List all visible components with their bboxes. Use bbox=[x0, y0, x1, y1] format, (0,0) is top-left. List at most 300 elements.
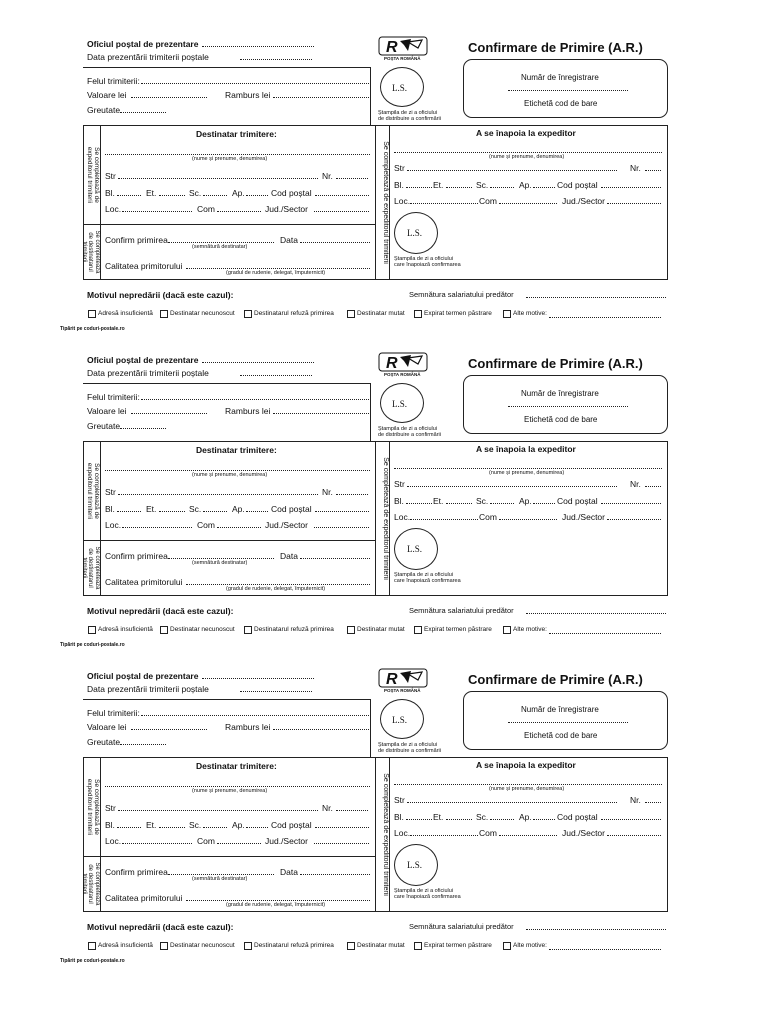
return-sc-label: Sc. bbox=[476, 180, 489, 190]
divider bbox=[83, 856, 375, 857]
nr-field[interactable] bbox=[336, 494, 368, 495]
return-str-label: Str bbox=[394, 795, 405, 805]
return-nr-field[interactable] bbox=[645, 170, 661, 171]
return-name-field[interactable] bbox=[394, 468, 662, 469]
return-et-field[interactable] bbox=[446, 503, 472, 504]
ap-label: Ap. bbox=[232, 504, 245, 514]
return-sc-field[interactable] bbox=[490, 187, 514, 188]
ramburs-label: Ramburs lei bbox=[225, 90, 271, 100]
return-cod-postal-label: Cod poștal bbox=[557, 496, 598, 506]
divider bbox=[83, 540, 375, 541]
felul-field[interactable] bbox=[141, 715, 369, 716]
stamp-caption: de distribuire a confirmării bbox=[378, 748, 441, 754]
divider bbox=[83, 67, 370, 68]
barcode-box bbox=[463, 691, 668, 750]
stamp-caption: care înapoiază confirmarea bbox=[394, 262, 461, 268]
stamp-caption: de distribuire a confirmării bbox=[378, 116, 441, 122]
divider bbox=[83, 224, 375, 225]
return-loc-label: Loc. bbox=[394, 196, 411, 206]
nr-label: Nr. bbox=[322, 171, 333, 181]
valoare-field[interactable] bbox=[131, 729, 207, 730]
return-loc-field[interactable] bbox=[410, 203, 478, 204]
divider bbox=[375, 441, 376, 596]
divider bbox=[389, 441, 390, 596]
et-label: Et. bbox=[146, 820, 157, 830]
cod-postal-label: Cod poștal bbox=[271, 504, 312, 514]
ap-label: Ap. bbox=[232, 188, 245, 198]
checkbox-adresa-insuficienta[interactable] bbox=[88, 942, 96, 950]
return-title: A se înapoia la expeditor bbox=[476, 444, 576, 454]
ap-label: Ap. bbox=[232, 820, 245, 830]
confirmation-form-3 bbox=[0, 632, 768, 964]
greutate-label: Greutate bbox=[87, 737, 121, 747]
calitatea-label: Calitatea primitorului bbox=[105, 577, 183, 587]
semnatura-salariat-field[interactable] bbox=[526, 297, 666, 298]
return-jud-sector-field[interactable] bbox=[607, 519, 661, 520]
data-field[interactable] bbox=[300, 874, 370, 875]
return-sc-label: Sc. bbox=[476, 812, 489, 822]
bl-field[interactable] bbox=[117, 195, 141, 196]
calitatea-field[interactable] bbox=[186, 268, 370, 269]
semnatura-hint: (semnătură destinatar) bbox=[192, 560, 248, 566]
oficiul-label: Oficiul poștal de prezentare bbox=[87, 671, 199, 681]
checkbox-destinatar-refuza[interactable] bbox=[244, 942, 252, 950]
checkbox-label: Destinatarul refuză primirea bbox=[254, 626, 334, 633]
return-ap-field[interactable] bbox=[533, 503, 555, 504]
return-et-label: Et. bbox=[433, 180, 444, 190]
semnatura-salariat-label: Semnătura salariatului predător bbox=[409, 922, 514, 931]
return-bl-label: Bl. bbox=[394, 180, 404, 190]
destinatar-name-field[interactable] bbox=[105, 786, 370, 787]
greutate-field[interactable] bbox=[120, 428, 166, 429]
stamp-caption: Ștampila de zi a oficiului bbox=[378, 110, 438, 116]
logo-text: POȘTA ROMÂNĂ bbox=[384, 372, 421, 377]
checkbox-label: Destinatar necunoscut bbox=[170, 942, 235, 949]
destinatar-title: Destinatar trimitere: bbox=[196, 445, 277, 455]
checkbox-label: Destinatar necunoscut bbox=[170, 310, 235, 317]
ls-text: L.S. bbox=[392, 399, 408, 409]
eticheta-label: Etichetă cod de bare bbox=[524, 415, 598, 424]
return-title: A se înapoia la expeditor bbox=[476, 760, 576, 770]
valoare-field[interactable] bbox=[131, 413, 207, 414]
loc-field[interactable] bbox=[122, 211, 192, 212]
checkbox-label: Adresă insuficientă bbox=[98, 626, 153, 633]
footer-text: Tipărit pe coduri-postale.ro bbox=[60, 326, 125, 332]
semnatura-salariat-field[interactable] bbox=[526, 929, 666, 930]
nr-field[interactable] bbox=[336, 178, 368, 179]
stamp-caption: Ștampila de zi a oficiului bbox=[378, 426, 438, 432]
return-com-label: Com bbox=[479, 512, 497, 522]
data-label: Data bbox=[280, 867, 298, 877]
et-field[interactable] bbox=[159, 195, 185, 196]
com-label: Com bbox=[197, 836, 215, 846]
form-title: Confirmare de Primire (A.R.) bbox=[468, 672, 643, 687]
return-bl-label: Bl. bbox=[394, 496, 404, 506]
str-label: Str bbox=[105, 171, 116, 181]
divider bbox=[375, 125, 376, 280]
calitatea-field[interactable] bbox=[186, 584, 370, 585]
greutate-label: Greutate bbox=[87, 105, 121, 115]
motivul-label: Motivul nepredării (dacă este cazul): bbox=[87, 290, 234, 300]
checkbox-label: Adresă insuficientă bbox=[98, 942, 153, 949]
data-label: Data bbox=[280, 551, 298, 561]
ramburs-field[interactable] bbox=[273, 413, 369, 414]
return-et-field[interactable] bbox=[446, 819, 472, 820]
str-label: Str bbox=[105, 803, 116, 813]
footer-text: Tipărit pe coduri-postale.ro bbox=[60, 958, 125, 964]
valoare-label: Valoare lei bbox=[87, 406, 127, 416]
ls-text: L.S. bbox=[407, 860, 423, 870]
checkbox-label: Alte motive: bbox=[513, 626, 547, 633]
return-ap-label: Ap. bbox=[519, 496, 532, 506]
ls-text: L.S. bbox=[392, 715, 408, 725]
stamp-caption: Ștampila de zi a oficiului bbox=[394, 888, 454, 894]
ramburs-field[interactable] bbox=[273, 97, 369, 98]
return-bl-label: Bl. bbox=[394, 812, 404, 822]
ap-field[interactable] bbox=[246, 195, 268, 196]
et-label: Et. bbox=[146, 504, 157, 514]
divider bbox=[370, 67, 371, 125]
return-ap-field[interactable] bbox=[533, 819, 555, 820]
checkbox-label: Expirat termen păstrare bbox=[424, 942, 492, 949]
semnatura-salariat-label: Semnătura salariatului predător bbox=[409, 606, 514, 615]
com-field[interactable] bbox=[217, 843, 261, 844]
eticheta-label: Etichetă cod de bare bbox=[524, 731, 598, 740]
loc-label: Loc. bbox=[105, 836, 122, 846]
return-ap-field[interactable] bbox=[533, 187, 555, 188]
form-title: Confirmare de Primire (A.R.) bbox=[468, 356, 643, 371]
return-com-label: Com bbox=[479, 828, 497, 838]
return-loc-label: Loc. bbox=[394, 828, 411, 838]
cod-postal-label: Cod poștal bbox=[271, 188, 312, 198]
loc-field[interactable] bbox=[122, 843, 192, 844]
return-et-field[interactable] bbox=[446, 187, 472, 188]
svg-text:R: R bbox=[386, 355, 398, 372]
oficiul-label: Oficiul poștal de prezentare bbox=[87, 39, 199, 49]
sc-field[interactable] bbox=[203, 511, 227, 512]
semnatura-salariat-field[interactable] bbox=[526, 613, 666, 614]
footer-text: Tipărit pe coduri-postale.ro bbox=[60, 642, 125, 648]
nume-hint: (nume și prenume, denumirea) bbox=[192, 156, 268, 162]
eticheta-label: Etichetă cod de bare bbox=[524, 99, 598, 108]
sc-field[interactable] bbox=[203, 827, 227, 828]
calitatea-field[interactable] bbox=[186, 900, 370, 901]
bl-label: Bl. bbox=[105, 188, 115, 198]
str-label: Str bbox=[105, 487, 116, 497]
felul-label: Felul trimiterii: bbox=[87, 708, 140, 718]
checkbox-label: Alte motive: bbox=[513, 942, 547, 949]
signature-field[interactable] bbox=[168, 874, 274, 875]
valoare-label: Valoare lei bbox=[87, 722, 127, 732]
divider bbox=[375, 757, 376, 912]
return-str-label: Str bbox=[394, 479, 405, 489]
checkbox-label: Adresă insuficientă bbox=[98, 310, 153, 317]
oficiul-field[interactable] bbox=[202, 46, 314, 47]
cod-postal-field[interactable] bbox=[315, 511, 369, 512]
nr-inregistrare-field[interactable] bbox=[508, 722, 628, 723]
barcode-box bbox=[463, 375, 668, 434]
ap-field[interactable] bbox=[246, 511, 268, 512]
calitatea-label: Calitatea primitorului bbox=[105, 893, 183, 903]
divider bbox=[100, 125, 101, 280]
side-label-destinatar: Se completează de destinatarul trimiterii bbox=[80, 862, 100, 906]
stamp-caption: Ștampila de zi a oficiului bbox=[378, 742, 438, 748]
cod-postal-label: Cod poștal bbox=[271, 820, 312, 830]
calitatea-hint: (gradul de rudenie, delegat, împuternicit) bbox=[226, 586, 326, 592]
return-loc-label: Loc. bbox=[394, 512, 411, 522]
data-field[interactable] bbox=[300, 242, 370, 243]
signature-field[interactable] bbox=[168, 242, 274, 243]
ramburs-field[interactable] bbox=[273, 729, 369, 730]
ls-text: L.S. bbox=[407, 228, 423, 238]
logo-text: POȘTA ROMÂNĂ bbox=[384, 688, 421, 693]
com-label: Com bbox=[197, 520, 215, 530]
nr-inregistrare-field[interactable] bbox=[508, 90, 628, 91]
divider bbox=[100, 757, 101, 912]
return-cod-postal-label: Cod poștal bbox=[557, 812, 598, 822]
return-name-field[interactable] bbox=[394, 784, 662, 785]
checkbox-label: Expirat termen păstrare bbox=[424, 310, 492, 317]
return-bl-field[interactable] bbox=[406, 819, 432, 820]
sc-label: Sc. bbox=[189, 504, 202, 514]
ls-text: L.S. bbox=[392, 83, 408, 93]
side-label-return: Se completează de expeditorul trimiterii bbox=[382, 141, 389, 264]
checkbox-label: Expirat termen păstrare bbox=[424, 626, 492, 633]
nr-field[interactable] bbox=[336, 810, 368, 811]
return-nume-hint: (nume și prenume, denumirea) bbox=[489, 786, 565, 792]
return-jud-sector-field[interactable] bbox=[607, 203, 661, 204]
nume-hint: (nume și prenume, denumirea) bbox=[192, 472, 268, 478]
stamp-caption: Ștampila de zi a oficiului bbox=[394, 572, 454, 578]
greutate-field[interactable] bbox=[120, 744, 166, 745]
checkbox-destinatar-necunoscut[interactable] bbox=[160, 942, 168, 950]
return-nume-hint: (nume și prenume, denumirea) bbox=[489, 470, 565, 476]
checkbox-destinatar-mutat[interactable] bbox=[347, 942, 355, 950]
data-prezentarii-field[interactable] bbox=[240, 375, 312, 376]
barcode-box bbox=[463, 59, 668, 118]
return-sc-field[interactable] bbox=[490, 503, 514, 504]
return-str-field[interactable] bbox=[407, 802, 617, 803]
divider bbox=[370, 699, 371, 757]
side-label-destinatar: Se completează de destinatarul trimiterii bbox=[80, 230, 100, 274]
return-com-field[interactable] bbox=[499, 519, 557, 520]
jud-sector-label: Jud./Sector bbox=[265, 520, 308, 530]
return-loc-field[interactable] bbox=[410, 519, 478, 520]
data-field[interactable] bbox=[300, 558, 370, 559]
nr-label: Nr. bbox=[322, 803, 333, 813]
return-sc-field[interactable] bbox=[490, 819, 514, 820]
return-str-field[interactable] bbox=[407, 486, 617, 487]
nr-inregistrare-label: Număr de înregistrare bbox=[521, 73, 599, 82]
et-field[interactable] bbox=[159, 511, 185, 512]
data-label: Data bbox=[280, 235, 298, 245]
str-field[interactable] bbox=[118, 810, 318, 811]
ramburs-label: Ramburs lei bbox=[225, 406, 271, 416]
semnatura-hint: (semnătură destinatar) bbox=[192, 244, 248, 250]
side-label-expeditor: Se completează de expeditorul trimiterii bbox=[85, 778, 100, 836]
return-sc-label: Sc. bbox=[476, 496, 489, 506]
return-str-field[interactable] bbox=[407, 170, 617, 171]
side-label-destinatar: Se completează de destinatarul trimiterii bbox=[80, 546, 100, 590]
return-loc-field[interactable] bbox=[410, 835, 478, 836]
return-jud-sector-label: Jud./Sector bbox=[562, 196, 605, 206]
divider bbox=[389, 125, 390, 280]
return-title: A se înapoia la expeditor bbox=[476, 128, 576, 138]
checkbox-label: Destinatarul refuză primirea bbox=[254, 942, 334, 949]
checkbox-label: Alte motive: bbox=[513, 310, 547, 317]
valoare-label: Valoare lei bbox=[87, 90, 127, 100]
loc-label: Loc. bbox=[105, 204, 122, 214]
return-jud-sector-label: Jud./Sector bbox=[562, 512, 605, 522]
nr-inregistrare-field[interactable] bbox=[508, 406, 628, 407]
com-label: Com bbox=[197, 204, 215, 214]
loc-label: Loc. bbox=[105, 520, 122, 530]
return-nr-label: Nr. bbox=[630, 795, 641, 805]
ap-field[interactable] bbox=[246, 827, 268, 828]
jud-sector-label: Jud./Sector bbox=[265, 836, 308, 846]
motivul-label: Motivul nepredării (dacă este cazul): bbox=[87, 606, 234, 616]
com-field[interactable] bbox=[217, 211, 261, 212]
stamp-caption: care înapoiază confirmarea bbox=[394, 894, 461, 900]
stamp-caption: de distribuire a confirmării bbox=[378, 432, 441, 438]
data-prezentarii-field[interactable] bbox=[240, 691, 312, 692]
divider bbox=[389, 757, 390, 912]
sc-label: Sc. bbox=[189, 820, 202, 830]
valoare-field[interactable] bbox=[131, 97, 207, 98]
str-field[interactable] bbox=[118, 178, 318, 179]
felul-label: Felul trimiterii: bbox=[87, 76, 140, 86]
oficiul-field[interactable] bbox=[202, 678, 314, 679]
ramburs-label: Ramburs lei bbox=[225, 722, 271, 732]
jud-sector-field[interactable] bbox=[314, 527, 369, 528]
bl-label: Bl. bbox=[105, 504, 115, 514]
sc-label: Sc. bbox=[189, 188, 202, 198]
confirm-primirea-label: Confirm primirea bbox=[105, 551, 168, 561]
destinatar-title: Destinatar trimitere: bbox=[196, 129, 277, 139]
calitatea-hint: (gradul de rudenie, delegat, împuternicit) bbox=[226, 270, 326, 276]
signature-field[interactable] bbox=[168, 558, 274, 559]
return-com-label: Com bbox=[479, 196, 497, 206]
checkbox-label: Destinatar mutat bbox=[357, 942, 405, 949]
return-et-label: Et. bbox=[433, 812, 444, 822]
alte-motive-field[interactable] bbox=[549, 949, 661, 950]
felul-field[interactable] bbox=[141, 399, 369, 400]
et-label: Et. bbox=[146, 188, 157, 198]
side-label-return: Se completează de expeditorul trimiterii bbox=[382, 773, 389, 896]
felul-field[interactable] bbox=[141, 83, 369, 84]
greutate-label: Greutate bbox=[87, 421, 121, 431]
return-cod-postal-label: Cod poștal bbox=[557, 180, 598, 190]
side-label-expeditor: Se completează de expeditorul trimiterii bbox=[85, 462, 100, 520]
oficiul-label: Oficiul poștal de prezentare bbox=[87, 355, 199, 365]
jud-sector-label: Jud./Sector bbox=[265, 204, 308, 214]
return-name-field[interactable] bbox=[394, 152, 662, 153]
data-prezentarii-label: Data prezentării trimiterii poștale bbox=[87, 52, 209, 62]
return-com-field[interactable] bbox=[499, 203, 557, 204]
data-prezentarii-field[interactable] bbox=[240, 59, 312, 60]
return-ap-label: Ap. bbox=[519, 812, 532, 822]
destinatar-name-field[interactable] bbox=[105, 154, 370, 155]
loc-field[interactable] bbox=[122, 527, 192, 528]
divider bbox=[83, 699, 370, 700]
checkbox-label: Destinatar necunoscut bbox=[170, 626, 235, 633]
return-bl-field[interactable] bbox=[406, 503, 432, 504]
svg-text:R: R bbox=[386, 39, 398, 56]
return-jud-sector-label: Jud./Sector bbox=[562, 828, 605, 838]
data-prezentarii-label: Data prezentării trimiterii poștale bbox=[87, 684, 209, 694]
jud-sector-field[interactable] bbox=[314, 843, 369, 844]
return-cod-postal-field[interactable] bbox=[601, 503, 661, 504]
motivul-label: Motivul nepredării (dacă este cazul): bbox=[87, 922, 234, 932]
et-field[interactable] bbox=[159, 827, 185, 828]
cod-postal-field[interactable] bbox=[315, 195, 369, 196]
return-nr-field[interactable] bbox=[645, 802, 661, 803]
nr-inregistrare-label: Număr de înregistrare bbox=[521, 705, 599, 714]
checkbox-expirat-termen[interactable] bbox=[414, 942, 422, 950]
return-bl-field[interactable] bbox=[406, 187, 432, 188]
calitatea-label: Calitatea primitorului bbox=[105, 261, 183, 271]
sc-field[interactable] bbox=[203, 195, 227, 196]
side-label-expeditor: Se completează de expeditorul trimiterii bbox=[85, 146, 100, 204]
felul-label: Felul trimiterii: bbox=[87, 392, 140, 402]
divider bbox=[100, 441, 101, 596]
divider bbox=[370, 383, 371, 441]
stamp-caption: care înapoiază confirmarea bbox=[394, 578, 461, 584]
svg-text:R: R bbox=[386, 671, 398, 688]
return-cod-postal-field[interactable] bbox=[601, 187, 661, 188]
semnatura-hint: (semnătură destinatar) bbox=[192, 876, 248, 882]
return-cod-postal-field[interactable] bbox=[601, 819, 661, 820]
checkbox-alte-motive[interactable] bbox=[503, 942, 511, 950]
logo-text: POȘTA ROMÂNĂ bbox=[384, 56, 421, 61]
confirm-primirea-label: Confirm primirea bbox=[105, 235, 168, 245]
greutate-field[interactable] bbox=[120, 112, 166, 113]
bl-field[interactable] bbox=[117, 511, 141, 512]
oficiul-field[interactable] bbox=[202, 362, 314, 363]
return-jud-sector-field[interactable] bbox=[607, 835, 661, 836]
bl-label: Bl. bbox=[105, 820, 115, 830]
side-label-return: Se completează de expeditorul trimiterii bbox=[382, 457, 389, 580]
confirmation-form-1 bbox=[0, 0, 768, 332]
divider bbox=[83, 383, 370, 384]
return-com-field[interactable] bbox=[499, 835, 557, 836]
ls-text: L.S. bbox=[407, 544, 423, 554]
checkbox-label: Destinatarul refuză primirea bbox=[254, 310, 334, 317]
confirm-primirea-label: Confirm primirea bbox=[105, 867, 168, 877]
jud-sector-field[interactable] bbox=[314, 211, 369, 212]
cod-postal-field[interactable] bbox=[315, 827, 369, 828]
com-field[interactable] bbox=[217, 527, 261, 528]
checkbox-label: Destinatar mutat bbox=[357, 310, 405, 317]
checkbox-label: Destinatar mutat bbox=[357, 626, 405, 633]
calitatea-hint: (gradul de rudenie, delegat, împuternicit) bbox=[226, 902, 326, 908]
nr-inregistrare-label: Număr de înregistrare bbox=[521, 389, 599, 398]
form-title: Confirmare de Primire (A.R.) bbox=[468, 40, 643, 55]
destinatar-title: Destinatar trimitere: bbox=[196, 761, 277, 771]
return-nr-field[interactable] bbox=[645, 486, 661, 487]
return-nr-label: Nr. bbox=[630, 163, 641, 173]
bl-field[interactable] bbox=[117, 827, 141, 828]
nr-label: Nr. bbox=[322, 487, 333, 497]
return-ap-label: Ap. bbox=[519, 180, 532, 190]
str-field[interactable] bbox=[118, 494, 318, 495]
nume-hint: (nume și prenume, denumirea) bbox=[192, 788, 268, 794]
return-nume-hint: (nume și prenume, denumirea) bbox=[489, 154, 565, 160]
return-et-label: Et. bbox=[433, 496, 444, 506]
destinatar-name-field[interactable] bbox=[105, 470, 370, 471]
return-str-label: Str bbox=[394, 163, 405, 173]
data-prezentarii-label: Data prezentării trimiterii poștale bbox=[87, 368, 209, 378]
